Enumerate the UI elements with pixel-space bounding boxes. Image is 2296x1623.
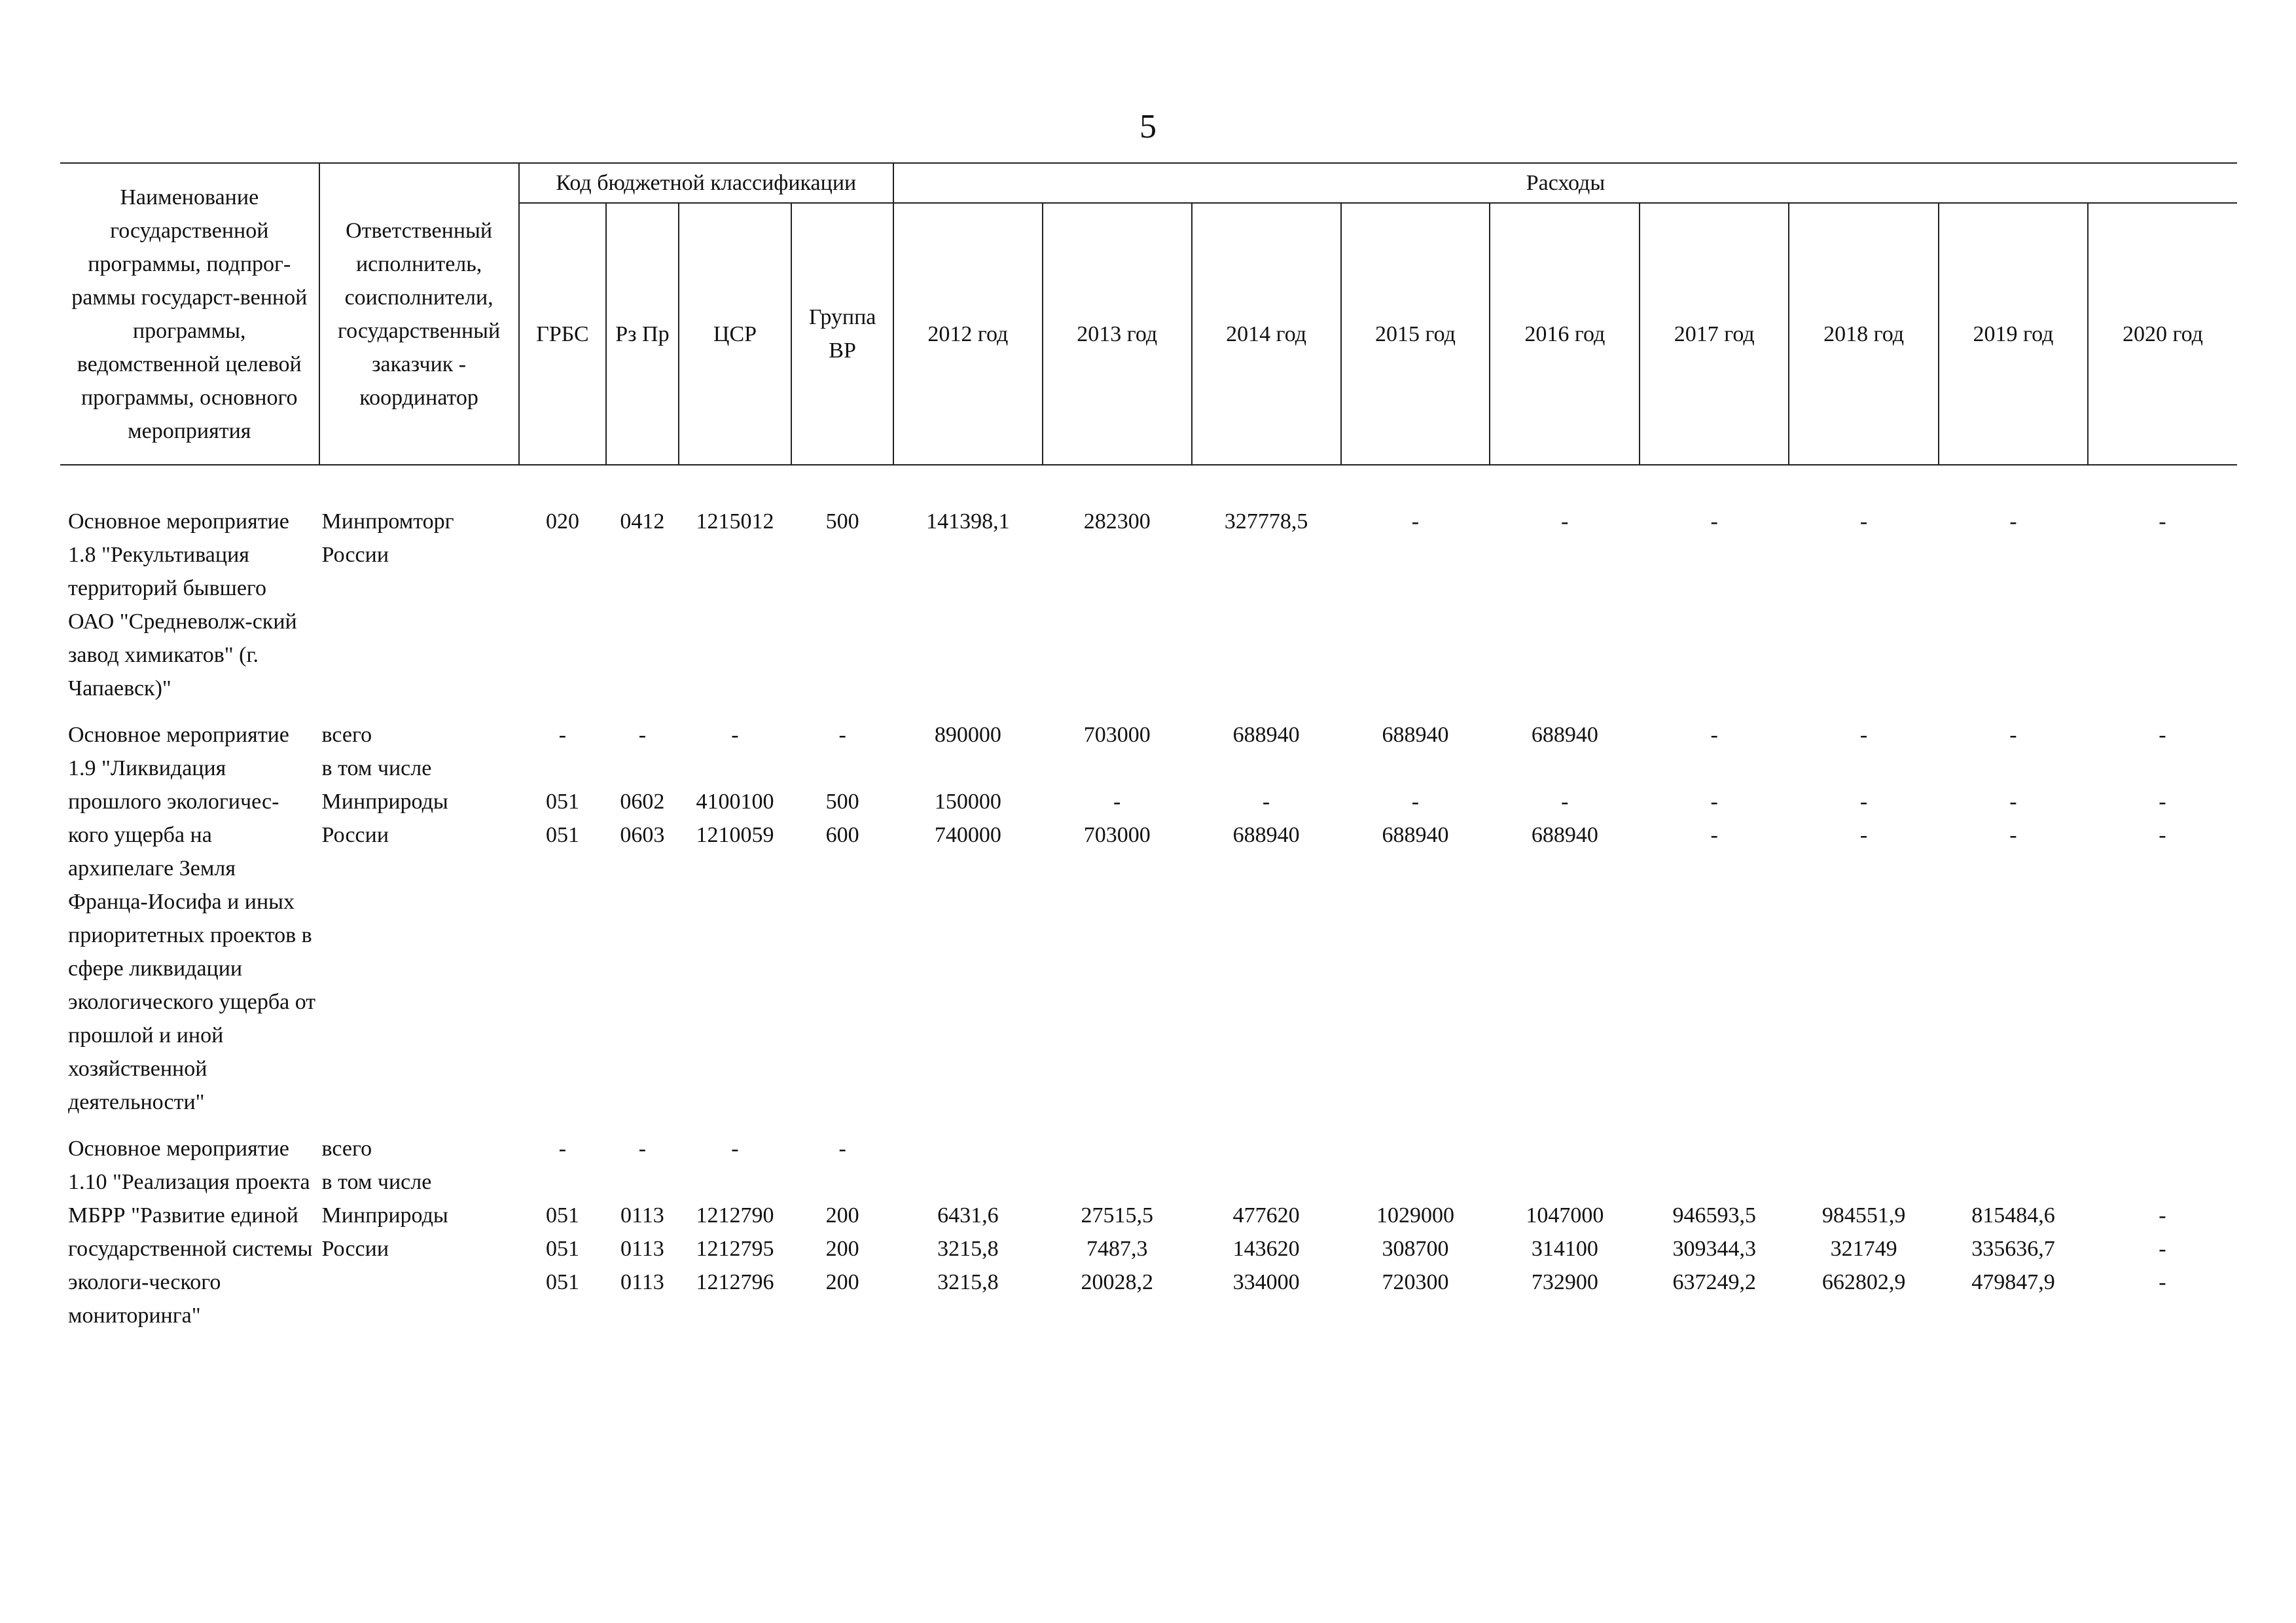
code-grbs: - <box>558 723 567 747</box>
code-csr: 1215012 <box>696 509 774 534</box>
expense-value: 1029000 <box>1376 1203 1454 1228</box>
expense-value <box>1494 1132 1636 1165</box>
expense-value: 321749 <box>1830 1237 1897 1261</box>
code-rzpr: 0113 <box>620 1270 664 1294</box>
code-grbs: 051 <box>545 790 579 814</box>
code-grbs: 051 <box>545 1203 579 1228</box>
activity-name: Основное мероприятие 1.10 "Реализация проекта МБРР "Развитие единой государственной системы экологи-ческого мониторинга" <box>68 1137 313 1328</box>
expense-value: - <box>2009 723 2017 747</box>
code-grbs: 020 <box>545 509 579 534</box>
expense-value: - <box>1859 509 1868 534</box>
header-year-2014: 2014 год <box>1192 203 1341 465</box>
executor-text: Минприроды России <box>321 790 448 847</box>
expense-value <box>1196 1132 1337 1165</box>
code-vr: 500 <box>825 790 859 814</box>
table-row <box>60 718 2237 1119</box>
table-body <box>60 465 2237 1332</box>
expense-value: 703000 <box>1083 823 1151 847</box>
expense-value <box>1943 752 2084 785</box>
expense-value: 1047000 <box>1526 1203 1604 1228</box>
code-vr: 500 <box>825 509 859 534</box>
code-csr <box>683 752 788 785</box>
expense-value: 946593,5 <box>1672 1203 1756 1228</box>
expense-value <box>1345 752 1486 785</box>
header-year-2019: 2019 год <box>1939 203 2088 465</box>
code-vr: - <box>838 1137 846 1161</box>
code-vr <box>795 1165 889 1199</box>
expense-value: 688940 <box>1232 823 1300 847</box>
expense-value <box>2092 752 2233 785</box>
expense-value: - <box>2159 509 2166 534</box>
expense-value <box>897 1165 1039 1199</box>
expense-value <box>1643 1132 1785 1165</box>
code-grbs: - <box>558 1137 567 1161</box>
expense-value: 27515,5 <box>1081 1203 1153 1228</box>
executor-text: всего <box>321 1137 372 1161</box>
code-vr: - <box>838 723 846 747</box>
executor-text: Минпромторг России <box>321 509 454 567</box>
table-row <box>60 505 2237 705</box>
expense-value: 688940 <box>1382 723 1449 747</box>
expense-value: 308700 <box>1382 1237 1449 1261</box>
expense-value: - <box>1262 790 1270 814</box>
code-grbs: 051 <box>545 1237 579 1261</box>
expense-value <box>2092 1165 2233 1199</box>
header-grbs: ГРБС <box>519 203 607 465</box>
code-vr <box>795 752 889 785</box>
expense-value: 20028,2 <box>1081 1270 1153 1294</box>
executor-text: Минприроды России <box>321 1203 448 1261</box>
expense-value: - <box>2009 509 2017 534</box>
expense-value <box>1643 1165 1785 1199</box>
expense-value: - <box>1710 823 1718 847</box>
expense-value: - <box>2009 790 2017 814</box>
expense-value: - <box>1859 723 1868 747</box>
expense-value: - <box>1411 790 1420 814</box>
expense-value: - <box>1710 790 1718 814</box>
header-year-2013: 2013 год <box>1043 203 1192 465</box>
code-rzpr: 0602 <box>620 790 665 814</box>
expense-value <box>2092 1132 2233 1165</box>
executor-text: в том числе <box>321 756 432 780</box>
expense-value <box>1943 1132 2084 1165</box>
header-rzpr: Рз Пр <box>606 203 678 465</box>
expense-value <box>1196 1165 1337 1199</box>
expense-value: - <box>2159 1203 2166 1228</box>
code-rzpr <box>610 1165 674 1199</box>
expense-value: - <box>2159 790 2166 814</box>
expense-value: - <box>2009 823 2017 847</box>
expense-value <box>1943 1165 2084 1199</box>
code-rzpr: - <box>638 723 647 747</box>
expense-value: 6431,6 <box>937 1203 999 1228</box>
code-rzpr: 0113 <box>620 1203 664 1228</box>
code-csr: 4100100 <box>696 790 774 814</box>
header-year-2018: 2018 год <box>1789 203 1939 465</box>
expense-value: - <box>1859 790 1868 814</box>
activity-name: Основное мероприятие 1.9 "Ликвидация прошлого экологичес-кого ущерба на архипелаге Земля Франца-Иосифа и иных приоритетных проектов в сфере ликвидации экологического ущерба от прошлой и иной хозяйственной деятельности" <box>68 723 316 1114</box>
executor-text <box>322 1266 515 1299</box>
code-rzpr: 0412 <box>620 509 665 534</box>
header-year-2016: 2016 год <box>1490 203 1640 465</box>
expense-value: - <box>1113 790 1121 814</box>
code-grbs: 051 <box>545 1270 579 1294</box>
code-vr: 600 <box>825 823 859 847</box>
expense-value: 477620 <box>1232 1203 1300 1228</box>
code-grbs: 051 <box>545 823 579 847</box>
expense-value: 309344,3 <box>1672 1237 1756 1261</box>
expense-value: 815484,6 <box>1971 1203 2055 1228</box>
code-grbs <box>523 1165 603 1199</box>
expense-value: 335636,7 <box>1971 1237 2055 1261</box>
expense-value: 984551,9 <box>1821 1203 1906 1228</box>
expense-value <box>1345 1132 1486 1165</box>
header-budget-code: Код бюджетной классификации <box>519 163 893 203</box>
header-expenses: Расходы <box>893 163 2237 203</box>
expense-value: 3215,8 <box>937 1270 999 1294</box>
expense-value: - <box>1710 723 1718 747</box>
code-csr: 1212790 <box>696 1203 774 1228</box>
expense-value <box>1793 752 1935 785</box>
code-vr: 200 <box>825 1203 859 1228</box>
header-csr: ЦСР <box>679 203 792 465</box>
code-vr: 200 <box>825 1270 859 1294</box>
expense-value: - <box>2159 1270 2166 1294</box>
expense-value: - <box>2159 1237 2166 1261</box>
expense-value: 720300 <box>1382 1270 1449 1294</box>
code-rzpr: 0113 <box>620 1237 664 1261</box>
expense-value: 688940 <box>1531 823 1598 847</box>
code-rzpr: - <box>638 1137 647 1161</box>
expense-value: 282300 <box>1083 509 1151 534</box>
table-header <box>60 163 2237 465</box>
executor-text: всего <box>321 723 372 747</box>
expense-value: 732900 <box>1531 1270 1598 1294</box>
table-row <box>60 1132 2237 1332</box>
expense-value: - <box>1561 509 1569 534</box>
code-rzpr: 0603 <box>620 823 665 847</box>
code-csr: - <box>731 1137 739 1161</box>
code-csr: - <box>731 723 739 747</box>
header-year-2015: 2015 год <box>1341 203 1490 465</box>
page-number: 5 <box>1139 108 1157 145</box>
expense-value: - <box>1710 509 1718 534</box>
expense-value: 3215,8 <box>937 1237 999 1261</box>
expense-value: 637249,2 <box>1672 1270 1756 1294</box>
executor-text: в том числе <box>321 1170 432 1194</box>
expenses-table <box>60 162 2237 1332</box>
expense-value: - <box>2159 823 2166 847</box>
expense-value: 7487,3 <box>1086 1237 1148 1261</box>
expense-value <box>1196 752 1337 785</box>
expense-value: 314100 <box>1531 1237 1598 1261</box>
expense-value: 662802,9 <box>1821 1270 1906 1294</box>
expense-value: 327778,5 <box>1224 509 1308 534</box>
code-csr: 1210059 <box>696 823 774 847</box>
code-csr <box>683 1165 788 1199</box>
expense-value: 150000 <box>934 790 1001 814</box>
expense-value <box>1494 1165 1636 1199</box>
expense-value: 703000 <box>1083 723 1151 747</box>
expense-value <box>1793 1132 1935 1165</box>
expense-value <box>1643 752 1785 785</box>
expense-value: - <box>1411 509 1420 534</box>
expense-value: 890000 <box>934 723 1001 747</box>
header-vr: Группа ВР <box>791 203 893 465</box>
expense-value: 688940 <box>1232 723 1300 747</box>
code-grbs <box>523 752 603 785</box>
expense-value: - <box>1561 790 1569 814</box>
expense-value: - <box>1859 823 1868 847</box>
header-year-2012: 2012 год <box>893 203 1043 465</box>
expense-value: 479847,9 <box>1971 1270 2055 1294</box>
expense-value <box>1345 1165 1486 1199</box>
header-year-2020: 2020 год <box>2088 203 2237 465</box>
code-csr: 1212795 <box>696 1237 774 1261</box>
code-vr: 200 <box>825 1237 859 1261</box>
expense-value: 141398,1 <box>926 509 1010 534</box>
header-executor: Ответственный исполнитель, соисполнители, государственный заказчик - координатор <box>319 163 519 465</box>
expense-value: 688940 <box>1382 823 1449 847</box>
expense-value: 143620 <box>1232 1237 1300 1261</box>
expense-value <box>1047 1132 1188 1165</box>
expense-value <box>1047 1165 1188 1199</box>
expense-value: 334000 <box>1232 1270 1300 1294</box>
code-csr: 1212796 <box>696 1270 774 1294</box>
header-year-2017: 2017 год <box>1640 203 1789 465</box>
code-rzpr <box>610 752 674 785</box>
expense-value: 740000 <box>934 823 1001 847</box>
expense-value: - <box>2159 723 2166 747</box>
header-name: Наименование государственной программы, подпрог-раммы государст-венной программы, ведомственной целевой программы, основного мероприятия <box>60 163 319 465</box>
expense-value <box>1793 1165 1935 1199</box>
expense-value <box>1047 752 1188 785</box>
activity-name: Основное мероприятие 1.8 "Рекультивация территорий бывшего ОАО "Средневолж-ский завод химикатов" (г. Чапаевск)" <box>68 509 297 701</box>
expense-value: 688940 <box>1531 723 1598 747</box>
expense-value <box>897 1132 1039 1165</box>
expense-value <box>897 752 1039 785</box>
expense-value <box>1494 752 1636 785</box>
